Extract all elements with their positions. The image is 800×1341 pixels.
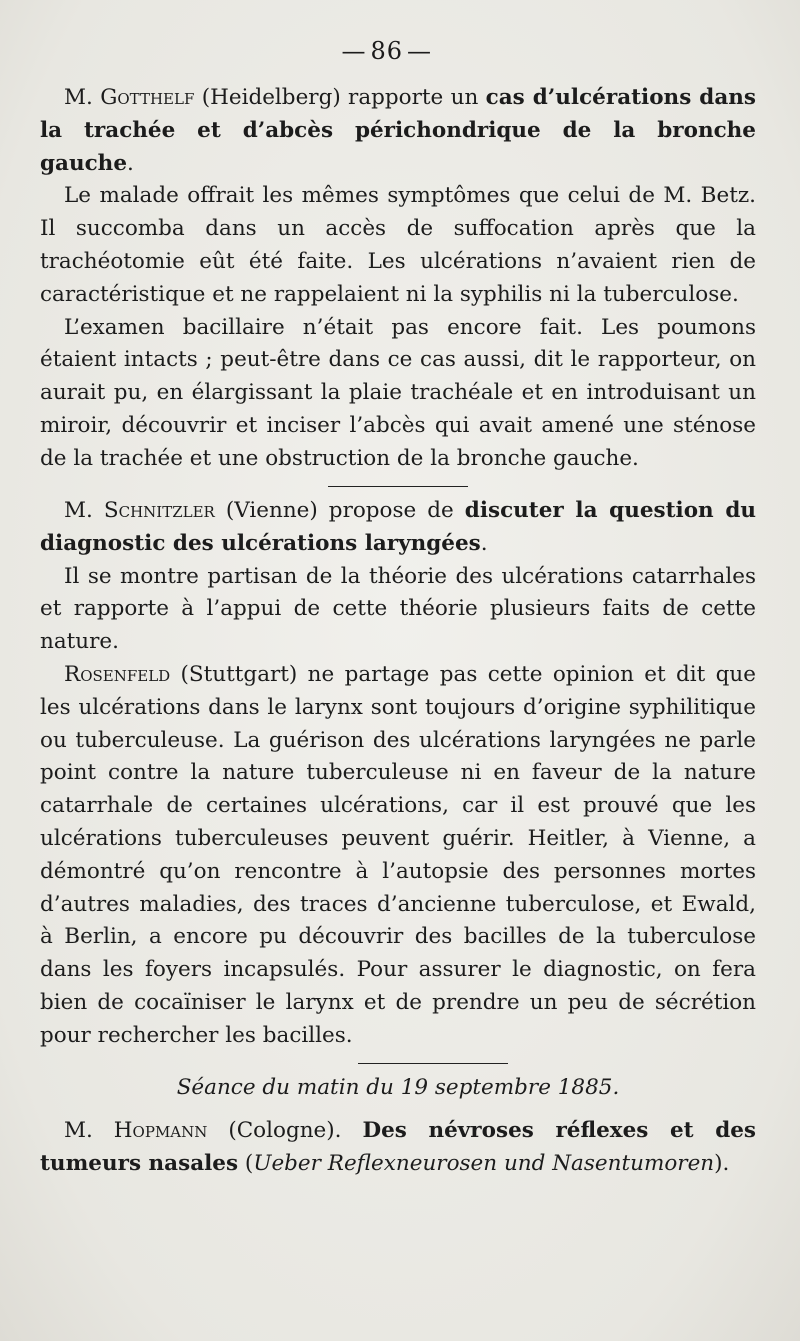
paragraph-text: Le malade offrait les mêmes symptômes que celui de M. Betz. Il succomba dans un accès de suffocation après que la trachéotomie eût été faite. Les ulcérations n’avaient rien de caractéristique et ne rappelaient ni la syphilis ni la tuberculose. xyxy=(40,183,756,307)
speaker-name: M. Gotthelf xyxy=(64,85,195,110)
separator-rule xyxy=(358,1063,508,1065)
paragraph-text: L’examen bacillaire n’était pas encore fait. Les poumons étaient intacts ; peut-être dans ce cas aussi, dit le rapporteur, on aurait pu, en élargissant la plaie trachéale et en introduisant un miroir, découvrir et inciser l’abcès qui avait amené une sténose de la trachée et une obstruction de la bronche gauche. xyxy=(40,314,756,471)
paragraph-gotthelf: M. Gotthelf (Heidelberg) rapporte un cas d’ulcérations dans la trachée et d’abcès périchondrique de la bronche gauche. xyxy=(40,85,756,176)
paragraph-rosenfeld: Rosenfeld (Stuttgart) ne partage pas cette opinion et dit que les ulcérations dans le larynx sont toujours d’origine syphilitique ou tuberculeuse. La guérison des ulcérations laryngées ne parle point contre la nature tuberculeuse ni en faveur de la nature catarrhale de certaines ulcérations, car il est prouvé que les ulcérations tuberculeuses peuvent guérir. Heitler, à Vienne, a démontré qu’on rencontre à l’autopsie des personnes mortes d’autres maladies, des traces d’ancienne tuberculose, et Ewald, à Berlin, a encore pu découvrir des bacilles de la tuberculose dans les foyers incapsulés. Pour assurer le diagnostic, on fera bien de cocaïniser le larynx et de prendre un peu de sécrétion pour rechercher les bacilles. xyxy=(40,662,756,1048)
speaker-name: M. Schnitzler xyxy=(64,498,215,524)
german-title: Ueber Reflexneurosen und Nasentumoren xyxy=(253,1150,715,1176)
communication-title: Des névroses réflexes et des tumeurs nasales xyxy=(40,1117,757,1176)
speaker-name: Rosenfeld xyxy=(64,662,171,688)
paragraph-schnitzler: M. Schnitzler (Vienne) propose de discuter la question du diagnostic des ulcérations laryngées. xyxy=(40,498,757,556)
separator-rule xyxy=(328,486,468,488)
paragraph-hopmann: M. Hopmann (Cologne). Des névroses réflexes et des tumeurs nasales (Ueber Reflexneurosen und Nasentumoren). xyxy=(40,1117,757,1176)
page-number: — 86 — xyxy=(341,37,432,65)
communication-title: cas d’ulcérations dans la trachée et d’abcès périchondrique de la bronche gauche xyxy=(40,85,756,176)
session-heading: Séance du matin du 19 septembre 1885. xyxy=(176,1075,620,1101)
paragraph-text: Il se montre partisan de la théorie des ulcérations catarrhales et rapporte à l’appui de cette théorie plusieurs faits de cette nature. xyxy=(40,563,756,655)
communication-title: discuter la question du diagnostic des ulcérations laryngées xyxy=(40,498,757,556)
speaker-name: M. Hopmann xyxy=(64,1117,208,1143)
